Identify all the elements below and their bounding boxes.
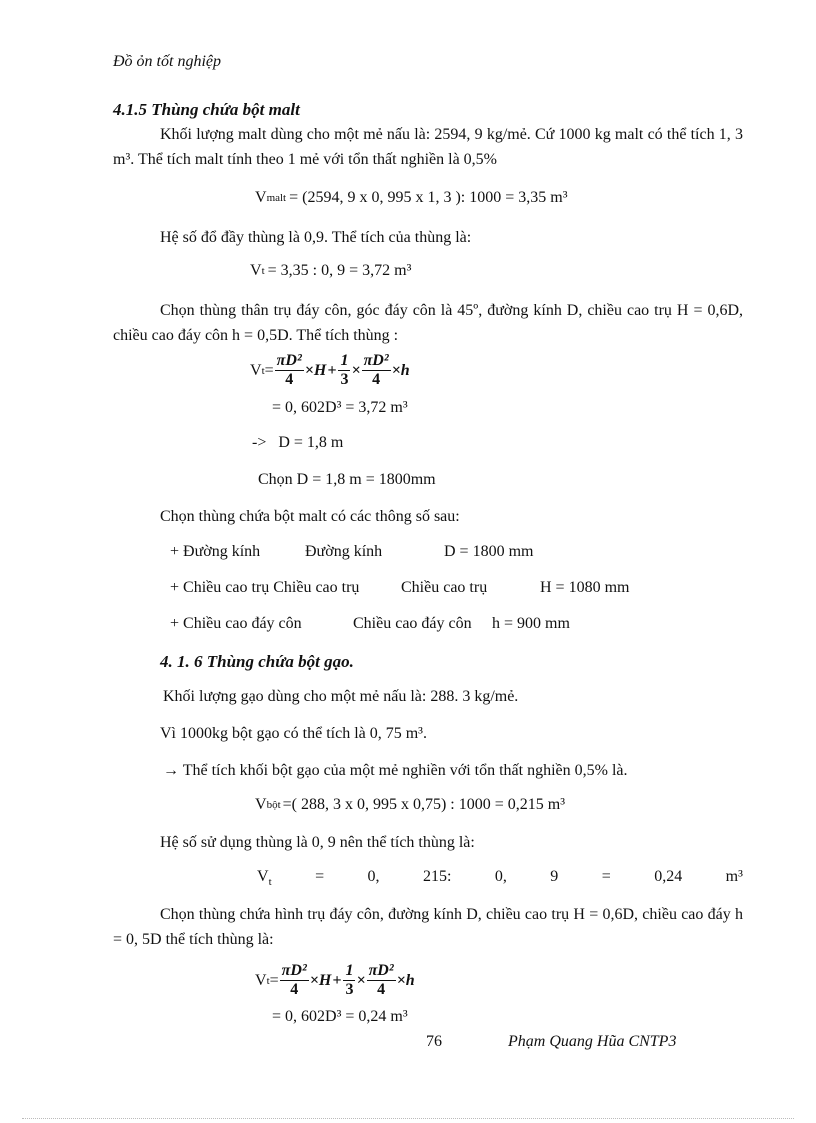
formula-v-subscript: t — [266, 974, 270, 987]
rice-line-4: Hệ số sử dụng thùng là 0, 9 nên thể tích thùng là: — [160, 834, 475, 851]
volume-formula-malt — [250, 352, 410, 389]
fraction-pi-d2-over-4: $\frac{\text{πD²}}{4}$ — [276, 352, 302, 388]
formula-equals: = — [269, 971, 279, 989]
formula-equals: = — [264, 361, 274, 379]
v-bot-symbol: V — [255, 796, 267, 813]
vt-expression: = 3,35 : 0, 9 = 3,72 m³ — [267, 262, 412, 279]
formula-v-subscript: t — [261, 364, 265, 377]
param-diameter-value: D = 1800 mm — [444, 543, 534, 560]
malt-params-intro: Chọn thùng chứa bột malt có các thông số sau: — [160, 508, 460, 525]
vt-rice-part: m³ — [725, 868, 743, 885]
formula-times-small-h: ×h — [391, 361, 410, 379]
formula-v-symbol: V — [255, 971, 267, 989]
malt-choose-diameter: Chọn D = 1,8 m = 1800mm — [258, 471, 436, 488]
formula-times: × — [351, 361, 361, 379]
v-bot-equation — [255, 796, 565, 814]
vt-rice-equation — [257, 868, 743, 888]
param-height-value: H = 1080 mm — [540, 579, 630, 596]
bottom-dotted-rule — [22, 1118, 794, 1119]
v-malt-equation — [255, 189, 568, 207]
vt-rice-part: = — [601, 868, 611, 885]
malt-paragraph-3: Chọn thùng thân trụ đáy côn, góc đáy côn là 45º, đường kính D, chiều cao trụ H = 0,6D, chiều cao đáy côn h = 0,5D. Thể tích thùng : — [113, 302, 743, 344]
rice-line-1: Khối lượng gạo dùng cho một mẻ nấu là: 288. 3 kg/mẻ. — [163, 688, 519, 705]
vt-rice-part: 215: — [422, 868, 452, 885]
param-cone-height-value: h = 900 mm — [492, 615, 570, 632]
vt-rice-symbol: $V_t$ — [257, 868, 272, 889]
formula-v-symbol: V — [250, 361, 262, 379]
fraction-one-third: $\frac{1}{3}$ — [340, 352, 349, 388]
fraction-pi-d2-over-4-second: $\frac{\text{πD²}}{4}$ — [368, 962, 394, 998]
vt-rice-part: = — [315, 868, 325, 885]
param-diameter-label-repeat: Đường kính — [305, 543, 383, 560]
rice-formula-result: = 0, 602D³ = 0,24 m³ — [272, 1008, 408, 1025]
formula-times-small-h: ×h — [396, 971, 415, 989]
v-malt-symbol: V — [255, 189, 267, 206]
param-cone-height-label-repeat: Chiều cao đáy côn — [353, 615, 472, 632]
rice-line-3: → Thể tích khối bột gạo của một mẻ nghiền với tổn thất nghiền 0,5% là. — [163, 762, 628, 779]
param-height-label: + Chiều cao trụ Chiều cao trụ — [170, 579, 360, 596]
malt-formula-result: = 0, 602D³ = 3,72 m³ — [272, 399, 408, 416]
vt-subscript: t — [261, 265, 265, 277]
formula-times-h: ×H — [304, 361, 327, 379]
v-bot-expression: =( 288, 3 x 0, 995 x 0,75) : 1000 = 0,215 m³ — [282, 796, 566, 813]
fraction-pi-d2-over-4-second: $\frac{\text{πD²}}{4}$ — [363, 352, 389, 388]
v-malt-expression: = (2594, 9 x 0, 995 x 1, 3 ): 1000 = 3,35 m³ — [289, 189, 568, 206]
formula-times: × — [356, 971, 366, 989]
vt-rice-part: 9 — [550, 868, 559, 885]
v-bot-subscript: bột — [266, 799, 281, 811]
volume-formula-rice — [255, 962, 415, 999]
param-height-label-repeat: Chiều cao trụ — [401, 579, 488, 596]
vt-symbol: V — [250, 262, 262, 279]
formula-times-h: ×H — [309, 971, 332, 989]
formula-plus: + — [332, 971, 342, 989]
section-heading-rice: 4. 1. 6 Thùng chứa bột gạo. — [160, 652, 354, 671]
vt-malt-equation — [250, 262, 411, 280]
v-malt-subscript: malt — [266, 192, 287, 204]
vt-rice-part: 0,24 — [654, 868, 683, 885]
param-cone-height-label: + Chiều cao đáy côn — [170, 615, 302, 632]
rice-paragraph-5: Chọn thùng chứa hình trụ đáy côn, đường kính D, chiều cao trụ H = 0,6D, chiều cao đáy h = 0, 5D thể tích thùng là: — [113, 906, 743, 948]
vt-rice-part: 0, — [494, 868, 507, 885]
vt-rice-part: 0, — [367, 868, 380, 885]
malt-diameter-arrow: -> D = 1,8 m — [252, 434, 344, 451]
rice-line-2: Vì 1000kg bột gạo có thể tích là 0, 75 m³. — [160, 725, 427, 742]
footer-author: Phạm Quang Hũa CNTP3 — [508, 1033, 677, 1050]
param-diameter-label: + Đường kính — [170, 543, 261, 560]
page-number: 76 — [426, 1033, 442, 1050]
fraction-one-third: $\frac{1}{3}$ — [345, 962, 354, 998]
malt-paragraph-2: Hệ số đổ đầy thùng là 0,9. Thể tích của thùng là: — [160, 229, 472, 246]
formula-plus: + — [327, 361, 337, 379]
malt-paragraph-1: Khối lượng malt dùng cho một mẻ nấu là: 2594, 9 kg/mẻ. Cứ 1000 kg malt có thể tích 1, 3 m³. Thể tích malt tính theo 1 mẻ với tổn thất nghiền là 0,5% — [113, 126, 743, 168]
section-heading-malt: 4.1.5 Thùng chứa bột malt — [113, 100, 300, 119]
fraction-pi-d2-over-4: $\frac{\text{πD²}}{4}$ — [281, 962, 307, 998]
page-header: Đồ ỏn tốt nghiệp — [113, 53, 221, 70]
